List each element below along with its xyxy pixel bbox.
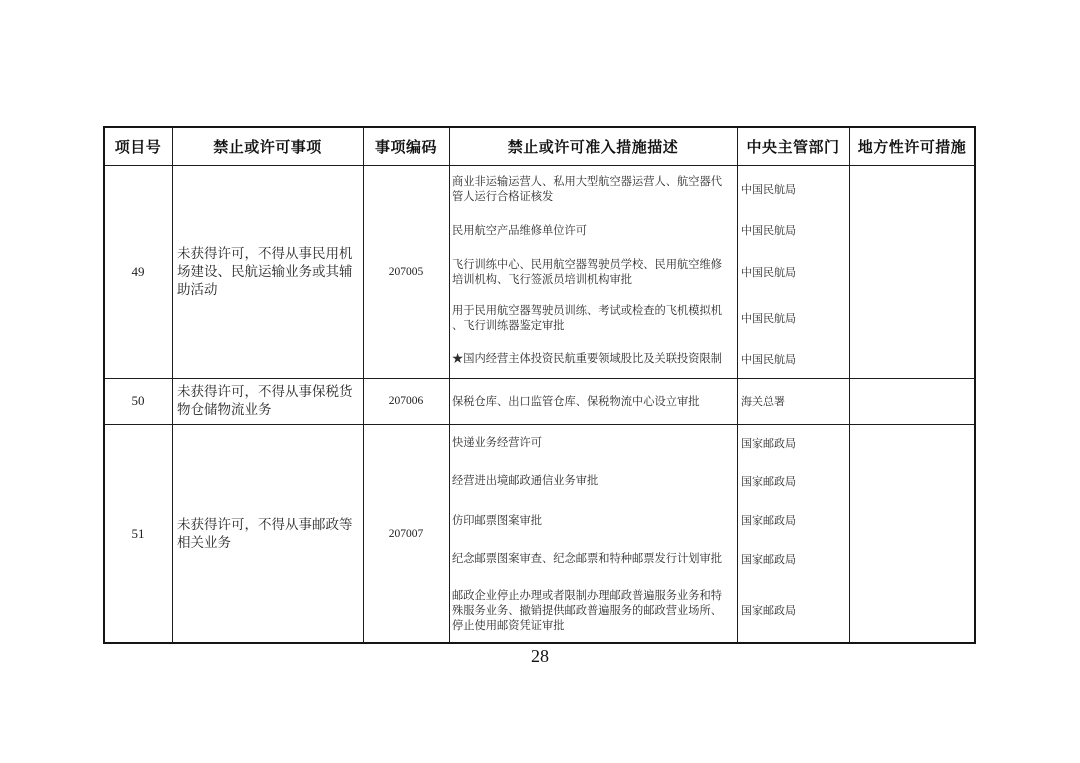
item-line: 助活动 bbox=[177, 281, 218, 298]
item-line: 场建设、民航运输业务或其辅 bbox=[177, 263, 353, 280]
measure-desc-line: 纪念邮票图案审查、纪念邮票和特种邮票发行计划审批 bbox=[452, 552, 723, 565]
dept-name: 国家邮政局 bbox=[741, 436, 796, 450]
measure-desc-line: ★国内经营主体投资民航重要领域股比及关联投资限制 bbox=[452, 352, 723, 365]
header-project-no: 项目号 bbox=[114, 137, 162, 156]
measure-desc-line: 经营进出境邮政通信业务审批 bbox=[452, 474, 599, 487]
measure-desc-line: 培训机构、飞行签派员培训机构审批 bbox=[452, 273, 633, 286]
measure-desc-line: 邮政企业停止办理或者限制办理邮政普遍服务业务和特 bbox=[452, 588, 723, 602]
code-cell: 207007 bbox=[388, 527, 424, 540]
measure-desc-line: 民用航空产品维修单位许可 bbox=[452, 223, 588, 237]
dept-name: 国家邮政局 bbox=[741, 474, 796, 488]
measure-desc-line: 停止使用邮资凭证审批 bbox=[452, 618, 565, 632]
dept-name: 中国民航局 bbox=[741, 224, 796, 237]
measure-desc-line: 管人运行合格证核发 bbox=[452, 190, 554, 203]
dept-name: 中国民航局 bbox=[741, 312, 796, 325]
dept-name: 国家邮政局 bbox=[741, 604, 796, 617]
page-number: 28 bbox=[531, 646, 549, 666]
header-dept: 中央主管部门 bbox=[746, 137, 840, 156]
code-cell: 207005 bbox=[388, 265, 424, 278]
header-code: 事项编码 bbox=[374, 137, 437, 156]
header-local: 地方性许可措施 bbox=[857, 137, 967, 156]
item-line: 未获得许可，不得从事保税货 bbox=[177, 384, 353, 400]
dept-name: 国家邮政局 bbox=[741, 514, 796, 527]
project-no-cell: 50 bbox=[131, 393, 145, 408]
dept-name: 中国民航局 bbox=[741, 266, 796, 279]
measure-desc-line: 、飞行训练器鉴定审批 bbox=[452, 319, 565, 332]
item-line: 相关业务 bbox=[177, 534, 231, 551]
measure-desc-line: 仿印邮票图案审批 bbox=[452, 513, 543, 527]
header-item: 禁止或许可事项 bbox=[213, 137, 322, 156]
measure-desc-line: 殊服务业务、撤销提供邮政普遍服务的邮政营业场所、 bbox=[452, 603, 723, 617]
dept-name: 海关总署 bbox=[741, 395, 785, 408]
measure-desc-line: 快递业务经营许可 bbox=[452, 436, 543, 449]
item-line: 未获得许可，不得从事民用机 bbox=[177, 245, 353, 262]
header-measure: 禁止或许可准入措施描述 bbox=[507, 137, 679, 156]
project-no-cell: 49 bbox=[131, 263, 145, 279]
item-line: 未获得许可，不得从事邮政等 bbox=[177, 516, 353, 533]
code-cell: 207006 bbox=[388, 395, 424, 407]
measure-desc-line: 保税仓库、出口监管仓库、保税物流中心设立审批 bbox=[452, 394, 700, 408]
permit-table bbox=[104, 127, 975, 643]
measure-desc-line: 商业非运输运营人、私用大型航空器运营人、航空器代 bbox=[452, 175, 723, 188]
measure-desc-line: 用于民用航空器驾驶员训练、考试或检查的飞机模拟机 bbox=[452, 304, 723, 317]
project-no-cell: 51 bbox=[131, 525, 145, 541]
dept-name: 中国民航局 bbox=[741, 183, 796, 196]
measure-desc-line: 飞行训练中心、民用航空器驾驶员学校、民用航空维修 bbox=[452, 258, 723, 271]
dept-name: 国家邮政局 bbox=[741, 552, 796, 566]
item-line: 物仓储物流业务 bbox=[177, 402, 272, 418]
table-border bbox=[103, 126, 976, 644]
dept-name: 中国民航局 bbox=[741, 352, 796, 366]
